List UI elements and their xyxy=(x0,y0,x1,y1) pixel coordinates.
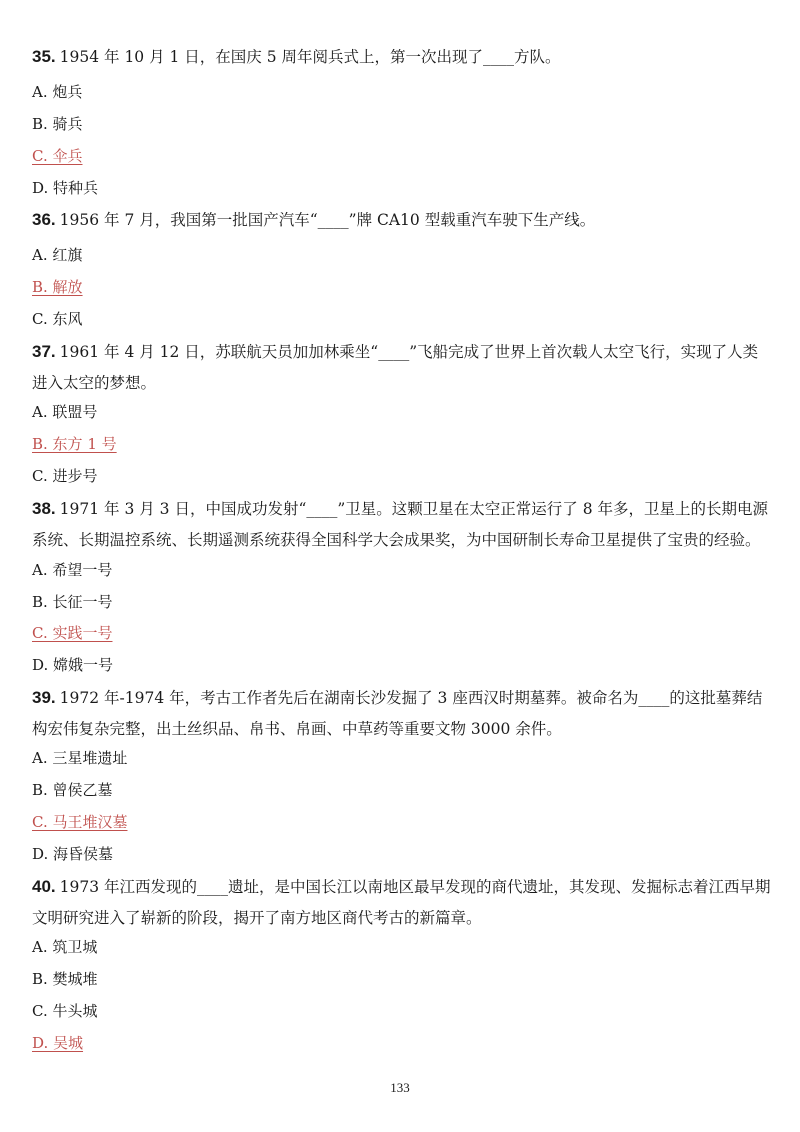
question-35 xyxy=(32,41,772,73)
option-d: D. 嫦娥一号 xyxy=(32,656,114,674)
option-a: A. 希望一号 xyxy=(32,561,113,579)
option-c: C. 东风 xyxy=(32,310,83,328)
question-number: 35. xyxy=(32,47,56,66)
question-text: 1954 年 10 月 1 日，在国庆 5 周年阅兵式上，第一次出现了____方队。 xyxy=(59,48,561,66)
question-text: 1972 年-1974 年，考古工作者先后在湖南长沙发掘了 3 座西汉时期墓葬。被命名为____的这批墓葬结构宏伟复杂完整，出土丝织品、帛书、帛画、中草药等重要文物 3000 余件。 xyxy=(32,689,763,738)
question-text: 1961 年 4 月 12 日，苏联航天员加加林乘坐“____”飞船完成了世界上首次载人太空飞行，实现了人类进入太空的梦想。 xyxy=(32,343,759,392)
question-number: 39. xyxy=(32,688,56,707)
option-b-correct: B. 解放 xyxy=(32,278,83,296)
option-d: D. 特种兵 xyxy=(32,179,99,197)
question-text: 1973 年江西发现的____遗址，是中国长江以南地区最早发现的商代遗址，其发现、发掘标志着江西早期文明研究进入了崭新的阶段，揭开了南方地区商代考古的新篇章。 xyxy=(32,878,771,927)
option-b: B. 骑兵 xyxy=(32,115,83,133)
question-text: 1956 年 7 月，我国第一批国产汽车“____”牌 CA10 型载重汽车驶下生产线。 xyxy=(59,211,596,229)
option-d: D. 海昏侯墓 xyxy=(32,845,114,863)
option-b-correct: B. 东方 1 号 xyxy=(32,435,117,453)
option-b: B. 曾侯乙墓 xyxy=(32,781,113,799)
option-a: A. 三星堆遗址 xyxy=(32,749,128,767)
option-c: C. 进步号 xyxy=(32,467,98,485)
question-number: 38. xyxy=(32,499,56,518)
option-c: C. 牛头城 xyxy=(32,1002,98,1020)
option-b: B. 长征一号 xyxy=(32,593,113,611)
option-c-correct: C. 马王堆汉墓 xyxy=(32,813,128,831)
question-40 xyxy=(32,871,772,934)
option-a: A. 红旗 xyxy=(32,246,83,264)
option-c-correct: C. 伞兵 xyxy=(32,147,83,165)
option-c-correct: C. 实践一号 xyxy=(32,624,113,642)
option-d-correct: D. 吴城 xyxy=(32,1034,84,1052)
option-a: A. 炮兵 xyxy=(32,83,83,101)
option-b: B. 樊城堆 xyxy=(32,970,98,988)
question-text: 1971 年 3 月 3 日，中国成功发射“____”卫星。这颗卫星在太空正常运行了 8 年多，卫星上的长期电源系统、长期温控系统、长期遥测系统获得全国科学大会成果奖，为中国研制长寿命卫星提供了宝贵的经验。 xyxy=(32,500,769,549)
question-number: 36. xyxy=(32,210,56,229)
question-number: 37. xyxy=(32,342,56,361)
option-a: A. 筑卫城 xyxy=(32,938,98,956)
page-number: 133 xyxy=(390,1080,410,1095)
question-37 xyxy=(32,336,772,399)
question-38 xyxy=(32,493,772,556)
question-39 xyxy=(32,682,772,745)
question-number: 40. xyxy=(32,877,56,896)
question-36 xyxy=(32,204,772,236)
option-a: A. 联盟号 xyxy=(32,403,98,421)
